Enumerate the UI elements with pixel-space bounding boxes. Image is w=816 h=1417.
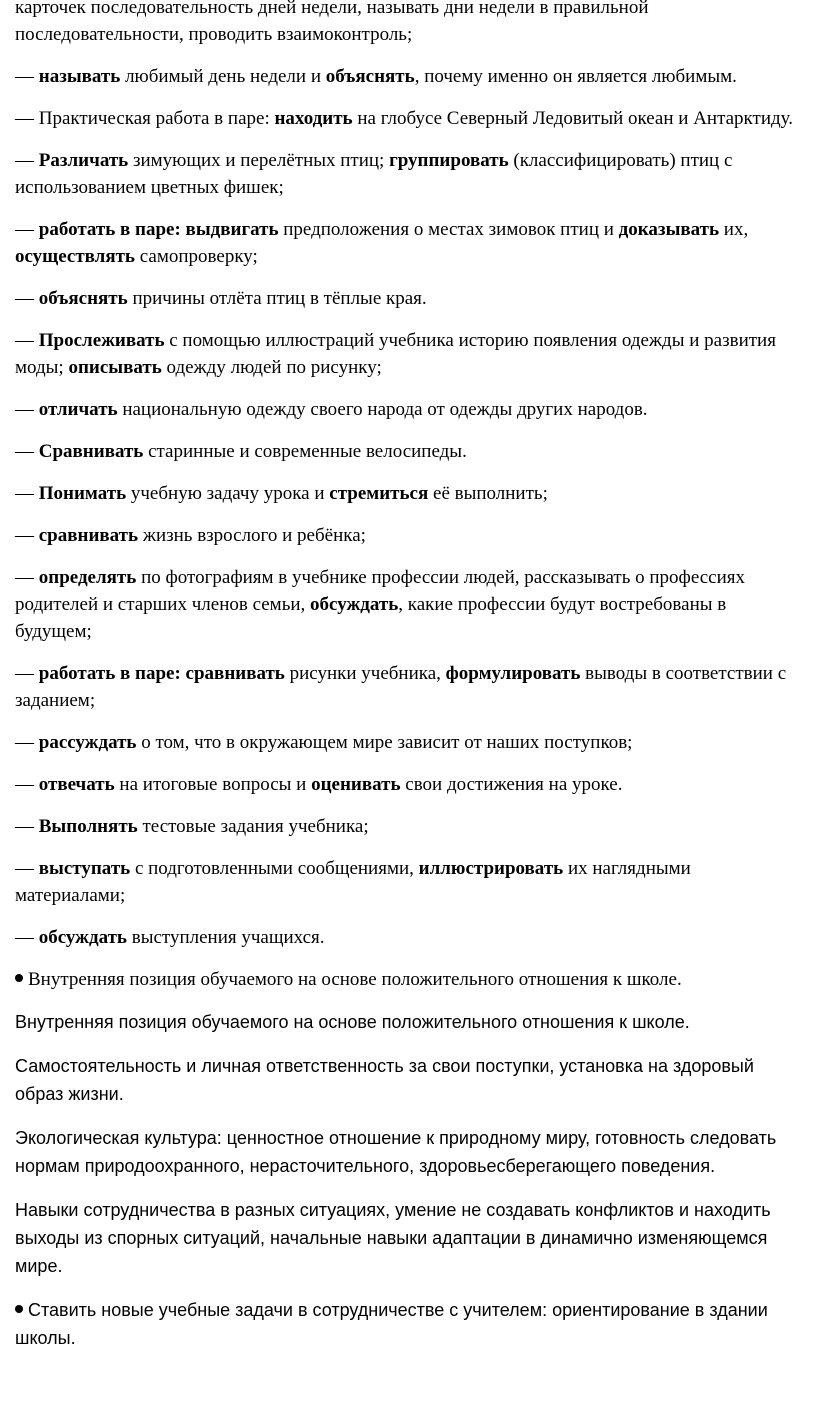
- text-run: на глобусе Северный Ледовитый океан и Антарктиду.: [352, 108, 794, 129]
- bold-keyword: отвечать: [38, 774, 115, 795]
- bold-keyword: иллюстрировать: [418, 858, 564, 879]
- text-run: самопроверку;: [134, 246, 258, 267]
- paragraph: [15, 522, 801, 549]
- text-run: —: [15, 774, 39, 795]
- bold-keyword: обсуждать: [38, 927, 127, 948]
- bold-keyword: формулировать: [445, 663, 581, 684]
- text-run: причины отлёта птиц в тёплые края.: [127, 288, 427, 309]
- paragraph: [15, 1196, 801, 1280]
- text-run: Внутренняя позиция обучаемого на основе положительного отношения к школе.: [28, 969, 682, 990]
- text-run: по фотографиям в учебнике профессии людей, рассказывать о профессиях родителей и старших членов семьи,: [15, 567, 746, 615]
- bold-keyword: Различать: [38, 150, 129, 171]
- paragraph: [15, 0, 801, 48]
- bold-keyword: сравнивать: [38, 525, 139, 546]
- bold-keyword: выступать: [38, 858, 131, 879]
- paragraph: [15, 1052, 801, 1108]
- text-run: Самостоятельность и личная ответственность за свои поступки, установка на здоровый образ жизни.: [15, 1056, 754, 1104]
- text-run: их наглядными материалами;: [15, 858, 691, 906]
- paragraph: [15, 327, 801, 381]
- text-run: карточек последовательность дней недели, называть дни недели в правильной последовательности, проводить взаимоконтроль;: [15, 0, 649, 45]
- paragraph: [15, 771, 801, 798]
- text-run: рисунки учебника,: [284, 663, 446, 684]
- bold-keyword: называть: [38, 66, 121, 87]
- paragraph: [15, 147, 801, 201]
- bold-keyword: осуществлять: [15, 246, 135, 267]
- bold-keyword: отличать: [38, 399, 118, 420]
- text-run: (классифицировать) птиц с использованием цветных фишек;: [15, 150, 733, 198]
- text-run: с помощью иллюстраций учебника историю появления одежды и развития моды;: [15, 330, 776, 378]
- bold-keyword: Выполнять: [38, 816, 138, 837]
- bullet-icon: [15, 974, 23, 982]
- text-run: жизнь взрослого и ребёнка;: [138, 525, 366, 546]
- bold-keyword: находить: [274, 108, 353, 129]
- text-run: о том, что в окружающем мире зависит от наших поступков;: [136, 732, 633, 753]
- text-run: выводы в соответствии с заданием;: [15, 663, 787, 711]
- text-run: —: [15, 858, 39, 879]
- bold-keyword: обсуждать: [310, 594, 399, 615]
- bold-keyword: Прослеживать: [38, 330, 165, 351]
- text-run: —: [15, 441, 39, 462]
- text-run: Экологическая культура: ценностное отношение к природному миру, готовность следовать нормам природоохранного, нерасточительного, здоровьесберегающего поведения.: [15, 1128, 777, 1176]
- bold-keyword: Сравнивать: [38, 441, 144, 462]
- text-run: —: [15, 567, 39, 588]
- text-run: выступления учащихся.: [126, 927, 325, 948]
- paragraph: [15, 480, 801, 507]
- bold-keyword: работать в паре: выдвигать: [38, 219, 279, 240]
- text-run: — Практическая работа в паре:: [15, 108, 275, 129]
- bold-keyword: рассуждать: [38, 732, 137, 753]
- document-body: [15, 0, 801, 1368]
- text-run: старинные и современные велосипеды.: [143, 441, 467, 462]
- paragraph: [15, 285, 801, 312]
- bold-keyword: доказывать: [618, 219, 720, 240]
- text-run: Внутренняя позиция обучаемого на основе положительного отношения к школе.: [15, 1012, 690, 1032]
- bullet-icon: [15, 1305, 23, 1313]
- text-run: их,: [719, 219, 749, 240]
- text-run: тестовые задания учебника;: [137, 816, 369, 837]
- paragraph: [15, 396, 801, 423]
- text-run: —: [15, 330, 39, 351]
- paragraph: [15, 63, 801, 90]
- bold-keyword: описывать: [68, 357, 162, 378]
- text-run: —: [15, 927, 39, 948]
- paragraph: [15, 813, 801, 840]
- paragraph: [15, 729, 801, 756]
- text-run: учебную задачу урока и: [126, 483, 330, 504]
- text-run: её выполнить;: [428, 483, 548, 504]
- text-run: Ставить новые учебные задачи в сотрудничестве с учителем: ориентирование в здании школы.: [15, 1300, 768, 1348]
- paragraph: [15, 660, 801, 714]
- text-run: Навыки сотрудничества в разных ситуациях, умение не создавать конфликтов и находить выходы из спорных ситуаций, начальные навыки адаптации в динамично изменяющемся мире.: [15, 1200, 771, 1276]
- bold-keyword: оценивать: [311, 774, 401, 795]
- bold-keyword: определять: [38, 567, 137, 588]
- paragraph: [15, 105, 801, 132]
- paragraph: [15, 438, 801, 465]
- bold-keyword: объяснять: [325, 66, 415, 87]
- bullet-paragraph: [15, 966, 801, 993]
- paragraph: [15, 564, 801, 645]
- text-run: зимующих и перелётных птиц;: [128, 150, 390, 171]
- text-run: национальную одежду своего народа от одежды других народов.: [117, 399, 648, 420]
- text-run: —: [15, 483, 39, 504]
- paragraph: [15, 924, 801, 951]
- text-run: , какие профессии будут востребованы в будущем;: [15, 594, 727, 642]
- text-run: —: [15, 732, 39, 753]
- text-run: любимый день недели и: [120, 66, 326, 87]
- paragraph: [15, 1124, 801, 1180]
- bold-keyword: работать в паре: сравнивать: [38, 663, 285, 684]
- paragraph: [15, 1008, 801, 1036]
- text-run: на итоговые вопросы и: [114, 774, 312, 795]
- text-run: —: [15, 399, 39, 420]
- bold-keyword: объяснять: [38, 288, 128, 309]
- text-run: —: [15, 150, 39, 171]
- text-run: —: [15, 219, 39, 240]
- text-run: —: [15, 288, 39, 309]
- text-run: —: [15, 663, 39, 684]
- text-run: —: [15, 525, 39, 546]
- text-run: —: [15, 816, 39, 837]
- bullet-paragraph: [15, 1296, 801, 1352]
- text-run: с подготовленными сообщениями,: [130, 858, 419, 879]
- text-run: , почему именно он является любимым.: [414, 66, 737, 87]
- text-run: одежду людей по рисунку;: [161, 357, 382, 378]
- bold-keyword: стремиться: [329, 483, 429, 504]
- text-run: свои достижения на уроке.: [400, 774, 623, 795]
- paragraph: [15, 216, 801, 270]
- text-run: предположения о местах зимовок птиц и: [278, 219, 619, 240]
- bold-keyword: Понимать: [38, 483, 127, 504]
- text-run: —: [15, 66, 39, 87]
- bold-keyword: группировать: [389, 150, 509, 171]
- paragraph: [15, 855, 801, 909]
